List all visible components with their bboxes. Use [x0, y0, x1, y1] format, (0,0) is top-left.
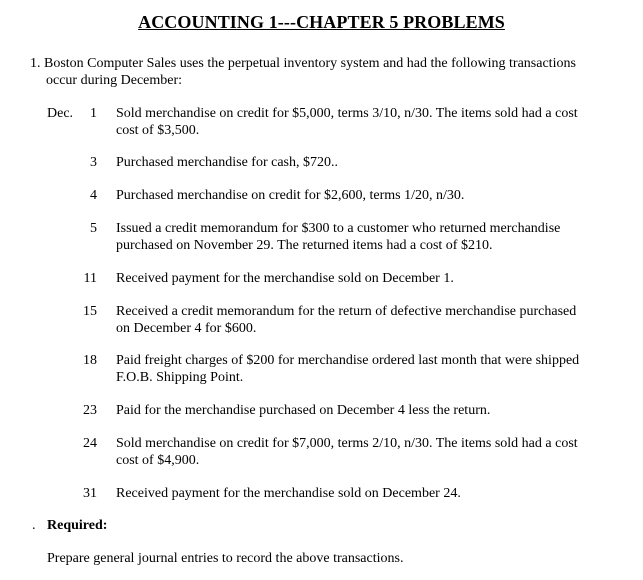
transaction-day: 18: [83, 353, 97, 368]
transaction-day: 5: [90, 221, 97, 236]
transaction-description: [116, 303, 610, 337]
transaction-line-2: F.O.B. Shipping Point.: [116, 370, 244, 385]
transaction-description: [116, 435, 610, 469]
transaction-day: 24: [83, 436, 97, 451]
problem-intro-line-2: occur during December:: [46, 73, 183, 88]
required-instructions: Prepare general journal entries to record the above transactions.: [47, 551, 404, 566]
problem-intro: [30, 55, 620, 89]
transaction-description: [116, 270, 610, 287]
transaction-description: [116, 352, 610, 386]
transaction-description: [116, 485, 610, 502]
transaction-day: 4: [90, 188, 97, 203]
required-bullet: .: [32, 518, 36, 533]
month-label: Dec.: [47, 106, 74, 121]
transaction-description: [116, 154, 610, 171]
transaction-line-1: Issued a credit memorandum for $300 to a customer who returned merchandise: [116, 221, 561, 236]
transaction-line-2: purchased on November 29. The returned items had a cost of $210.: [116, 238, 493, 253]
transaction-day: 11: [83, 271, 97, 286]
transaction-description: [116, 187, 610, 204]
transaction-day: 23: [83, 403, 97, 418]
transaction-line-2: cost of $3,500.: [116, 123, 200, 138]
page-title: ACCOUNTING 1---CHAPTER 5 PROBLEMS: [138, 12, 505, 32]
problem-intro-line-1: 1. Boston Computer Sales uses the perpetual inventory system and had the following transactions: [30, 56, 576, 71]
transaction-line-1: Paid for the merchandise purchased on December 4 less the return.: [116, 403, 491, 418]
transaction-line-1: Purchased merchandise for cash, $720..: [116, 155, 338, 170]
transaction-line-2: on December 4 for $600.: [116, 321, 257, 336]
transaction-description: [116, 105, 610, 139]
transaction-day: 1: [90, 106, 97, 121]
transaction-description: [116, 402, 610, 419]
transaction-line-1: Received a credit memorandum for the return of defective merchandise purchased: [116, 304, 577, 319]
transaction-line-1: Received payment for the merchandise sold on December 1.: [116, 271, 454, 286]
transaction-line-1: Purchased merchandise on credit for $2,600, terms 1/20, n/30.: [116, 188, 465, 203]
transaction-day: 15: [83, 304, 97, 319]
transaction-line-1: Received payment for the merchandise sold on December 24.: [116, 486, 461, 501]
required-heading: Required:: [47, 518, 108, 533]
transaction-day: 31: [83, 486, 97, 501]
transaction-line-2: cost of $4,900.: [116, 453, 200, 468]
transaction-day: 3: [90, 155, 97, 170]
transaction-description: [116, 220, 610, 254]
transaction-line-1: Sold merchandise on credit for $5,000, terms 3/10, n/30. The items sold had a cost: [116, 106, 578, 121]
transaction-line-1: Sold merchandise on credit for $7,000, terms 2/10, n/30. The items sold had a cost: [116, 436, 578, 451]
transaction-line-1: Paid freight charges of $200 for merchandise ordered last month that were shipped: [116, 353, 580, 368]
